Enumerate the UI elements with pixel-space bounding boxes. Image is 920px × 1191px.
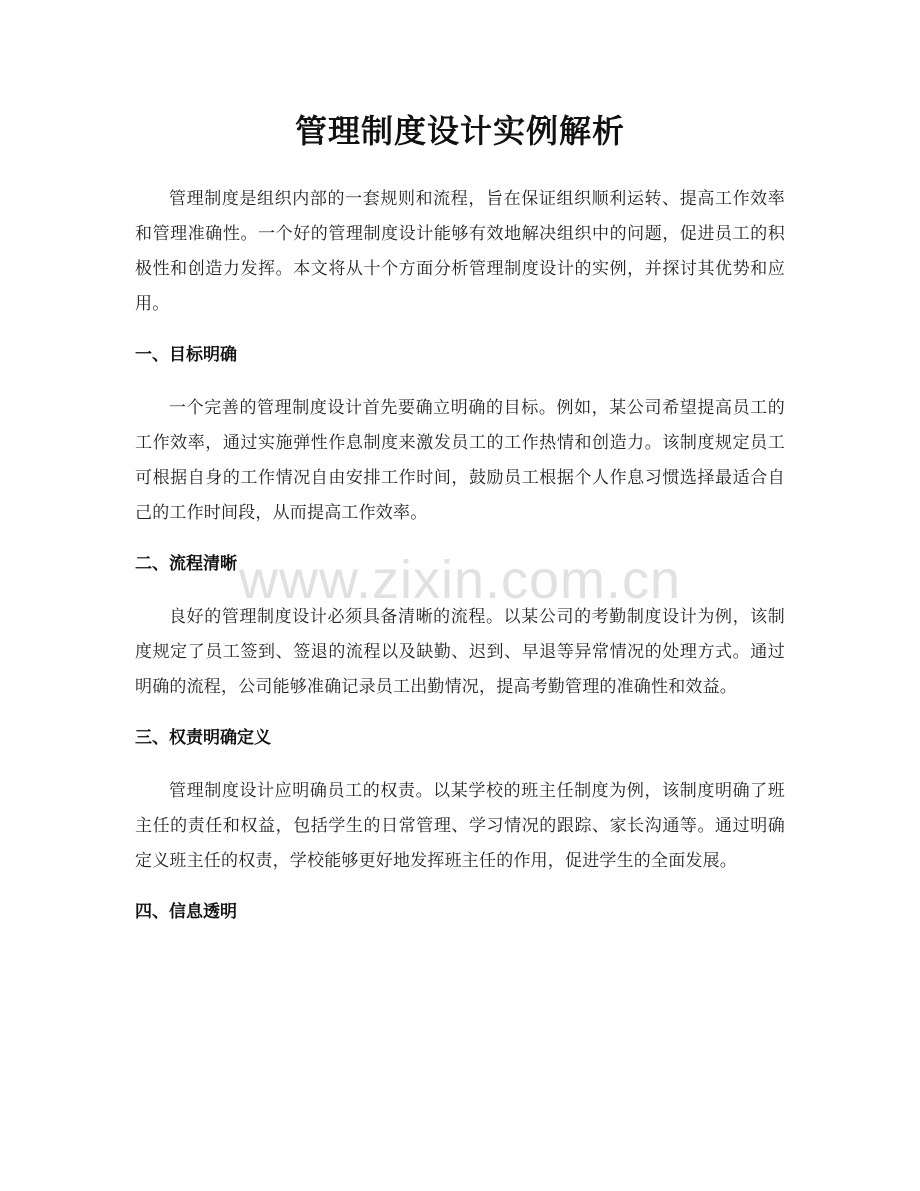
section-paragraph-1: 一个完善的管理制度设计首先要确立明确的目标。例如，某公司希望提高员工的工作效率，通过实施弹性作息制度来激发员工的工作热情和创造力。该制度规定员工可根据自身的工作情况自由安排工作时间，鼓励员工根据个人作息习惯选择最适合自己的工作时间段，从而提高工作效率。 (135, 398, 785, 523)
section-heading-1: 一、目标明确 (135, 345, 237, 365)
section-heading-2: 二、流程清晰 (135, 554, 237, 574)
section-heading-4: 四、信息透明 (135, 902, 237, 922)
section-heading-3: 三、权责明确定义 (135, 728, 271, 748)
section-paragraph-3: 管理制度设计应明确员工的权责。以某学校的班主任制度为例，该制度明确了班主任的责任和权益，包括学生的日常管理、学习情况的跟踪、家长沟通等。通过明确定义班主任的权责，学校能够更好地发挥班主任的作用，促进学生的全面发展。 (135, 781, 785, 871)
document-body (135, 182, 785, 930)
document-title: 管理制度设计实例解析 (294, 112, 625, 150)
section-paragraph-2: 良好的管理制度设计必须具备清晰的流程。以某公司的考勤制度设计为例，该制度规定了员工签到、签退的流程以及缺勤、迟到、早退等异常情况的处理方式。通过明确的流程，公司能够准确记录员工出勤情况，提高考勤管理的准确性和效益。 (135, 607, 785, 697)
watermark: www.zixin.com.cn (238, 550, 682, 610)
intro-paragraph: 管理制度是组织内部的一套规则和流程，旨在保证组织顺利运转、提高工作效率和管理准确性。一个好的管理制度设计能够有效地解决组织中的问题，促进员工的积极性和创造力发挥。本文将从十个方面分析管理制度设计的实例，并探讨其优势和应用。 (135, 189, 785, 314)
